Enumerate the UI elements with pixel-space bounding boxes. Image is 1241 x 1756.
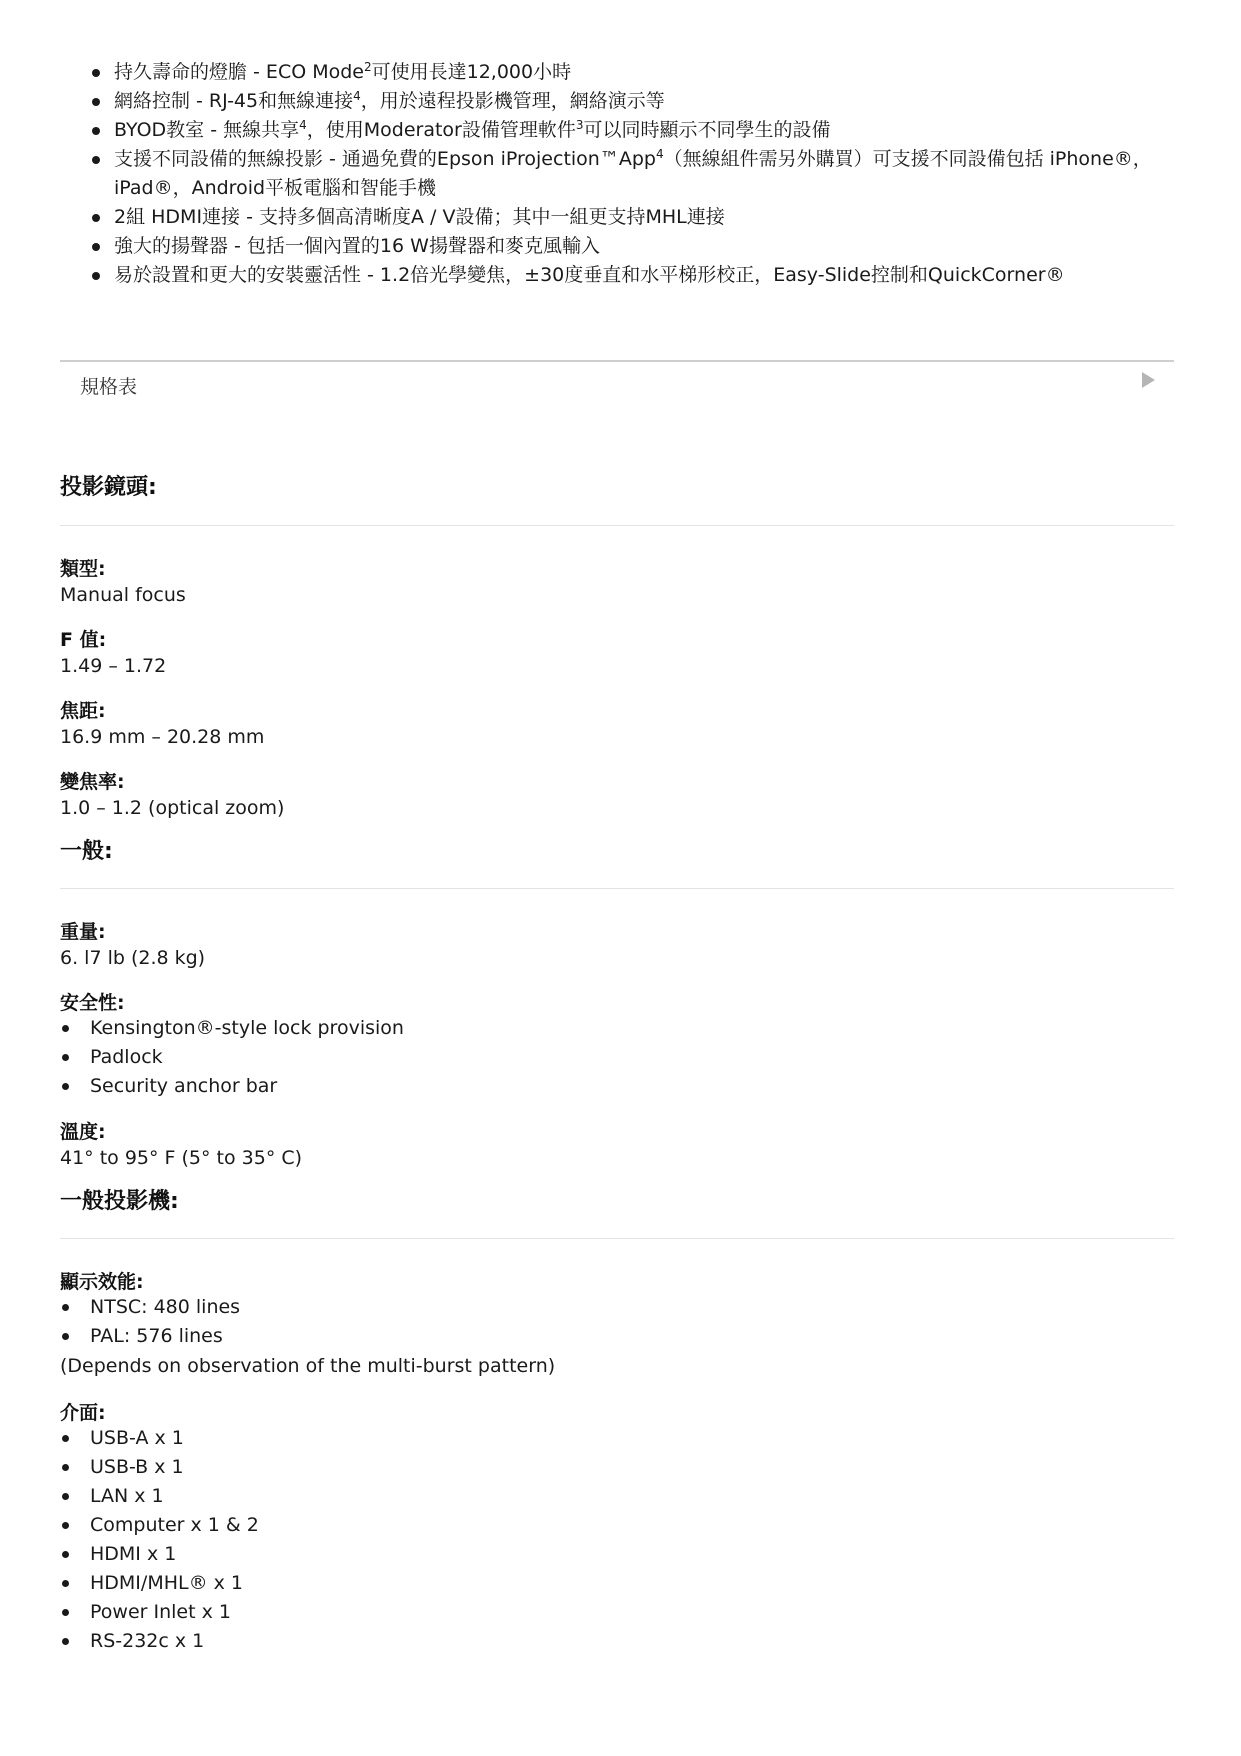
section-heading-lens: 投影鏡頭: — [60, 475, 157, 500]
section-heading-projector: 一般投影機: — [60, 1189, 179, 1214]
field-label-display: 顯示效能: — [60, 1271, 144, 1293]
display-note: (Depends on observation of the multi-burst pattern) — [60, 1355, 556, 1377]
list-item: NTSC: 480 lines — [60, 1293, 240, 1322]
feature-item: 2組 HDMI連接 - 支持多個高清晰度A / V設備；其中一組更支持MHL連接 — [88, 203, 1178, 232]
field-label-security: 安全性: — [60, 992, 125, 1014]
field-label-type: 類型: — [60, 558, 106, 580]
list-item: HDMI x 1 — [60, 1540, 259, 1569]
expand-arrow-icon[interactable] — [1142, 372, 1155, 388]
list-item: PAL: 576 lines — [60, 1322, 240, 1351]
field-label-focal-length: 焦距: — [60, 700, 106, 722]
field-label-f-number: F 值: — [60, 629, 107, 651]
list-item: RS-232c x 1 — [60, 1627, 259, 1656]
field-value-temperature: 41° to 95° F (5° to 35° C) — [60, 1147, 303, 1169]
list-item: Power Inlet x 1 — [60, 1598, 259, 1627]
section-divider — [60, 525, 1174, 526]
display-list — [60, 1293, 240, 1351]
field-label-temperature: 溫度: — [60, 1121, 106, 1143]
spec-header-title[interactable]: 規格表 — [80, 376, 138, 398]
security-list — [60, 1014, 404, 1101]
field-value-type: Manual focus — [60, 584, 186, 606]
field-label-zoom: 變焦率: — [60, 771, 125, 793]
field-label-weight: 重量: — [60, 921, 106, 943]
list-item: HDMI/MHL® x 1 — [60, 1569, 259, 1598]
list-item: Kensington®-style lock provision — [60, 1014, 404, 1043]
list-item: Security anchor bar — [60, 1072, 404, 1101]
field-value-f-number: 1.49 – 1.72 — [60, 655, 167, 677]
spec-header-divider — [60, 360, 1174, 362]
feature-list — [88, 58, 1178, 290]
section-divider — [60, 888, 1174, 889]
section-divider — [60, 1238, 1174, 1239]
interface-list — [60, 1424, 259, 1656]
field-value-zoom: 1.0 – 1.2 (optical zoom) — [60, 797, 285, 819]
feature-item: 網絡控制 - RJ-45和無線連接$^4$，用於遠程投影機管理，網絡演示等 — [88, 87, 1178, 116]
list-item: LAN x 1 — [60, 1482, 259, 1511]
feature-item: 易於設置和更大的安裝靈活性 - 1.2倍光學變焦，±30度垂直和水平梯形校正，Easy-Slide控制和QuickCorner® — [88, 261, 1178, 290]
list-item: Padlock — [60, 1043, 404, 1072]
list-item: Computer x 1 & 2 — [60, 1511, 259, 1540]
feature-item: 持久壽命的燈膽 - ECO Mode$^2$可使用長達12,000小時 — [88, 58, 1178, 87]
field-value-weight: 6. l7 lb (2.8 kg) — [60, 947, 206, 969]
field-label-interface: 介面: — [60, 1402, 106, 1424]
section-heading-general: 一般: — [60, 839, 113, 864]
list-item: USB-A x 1 — [60, 1424, 259, 1453]
list-item: USB-B x 1 — [60, 1453, 259, 1482]
feature-item: BYOD教室 - 無線共享$^4$，使用Moderator設備管理軟件$^3$可以同時顯示不同學生的設備 — [88, 116, 1178, 145]
feature-item: 強大的揚聲器 - 包括一個內置的16 W揚聲器和麥克風輸入 — [88, 232, 1178, 261]
field-value-focal-length: 16.9 mm – 20.28 mm — [60, 726, 265, 748]
feature-item: 支援不同設備的無線投影 - 通過免費的Epson iProjection™App$^4$（無線組件需另外購買）可支援不同設備包括 iPhone®，iPad®，Android平板電腦和智能手機 — [88, 145, 1178, 203]
